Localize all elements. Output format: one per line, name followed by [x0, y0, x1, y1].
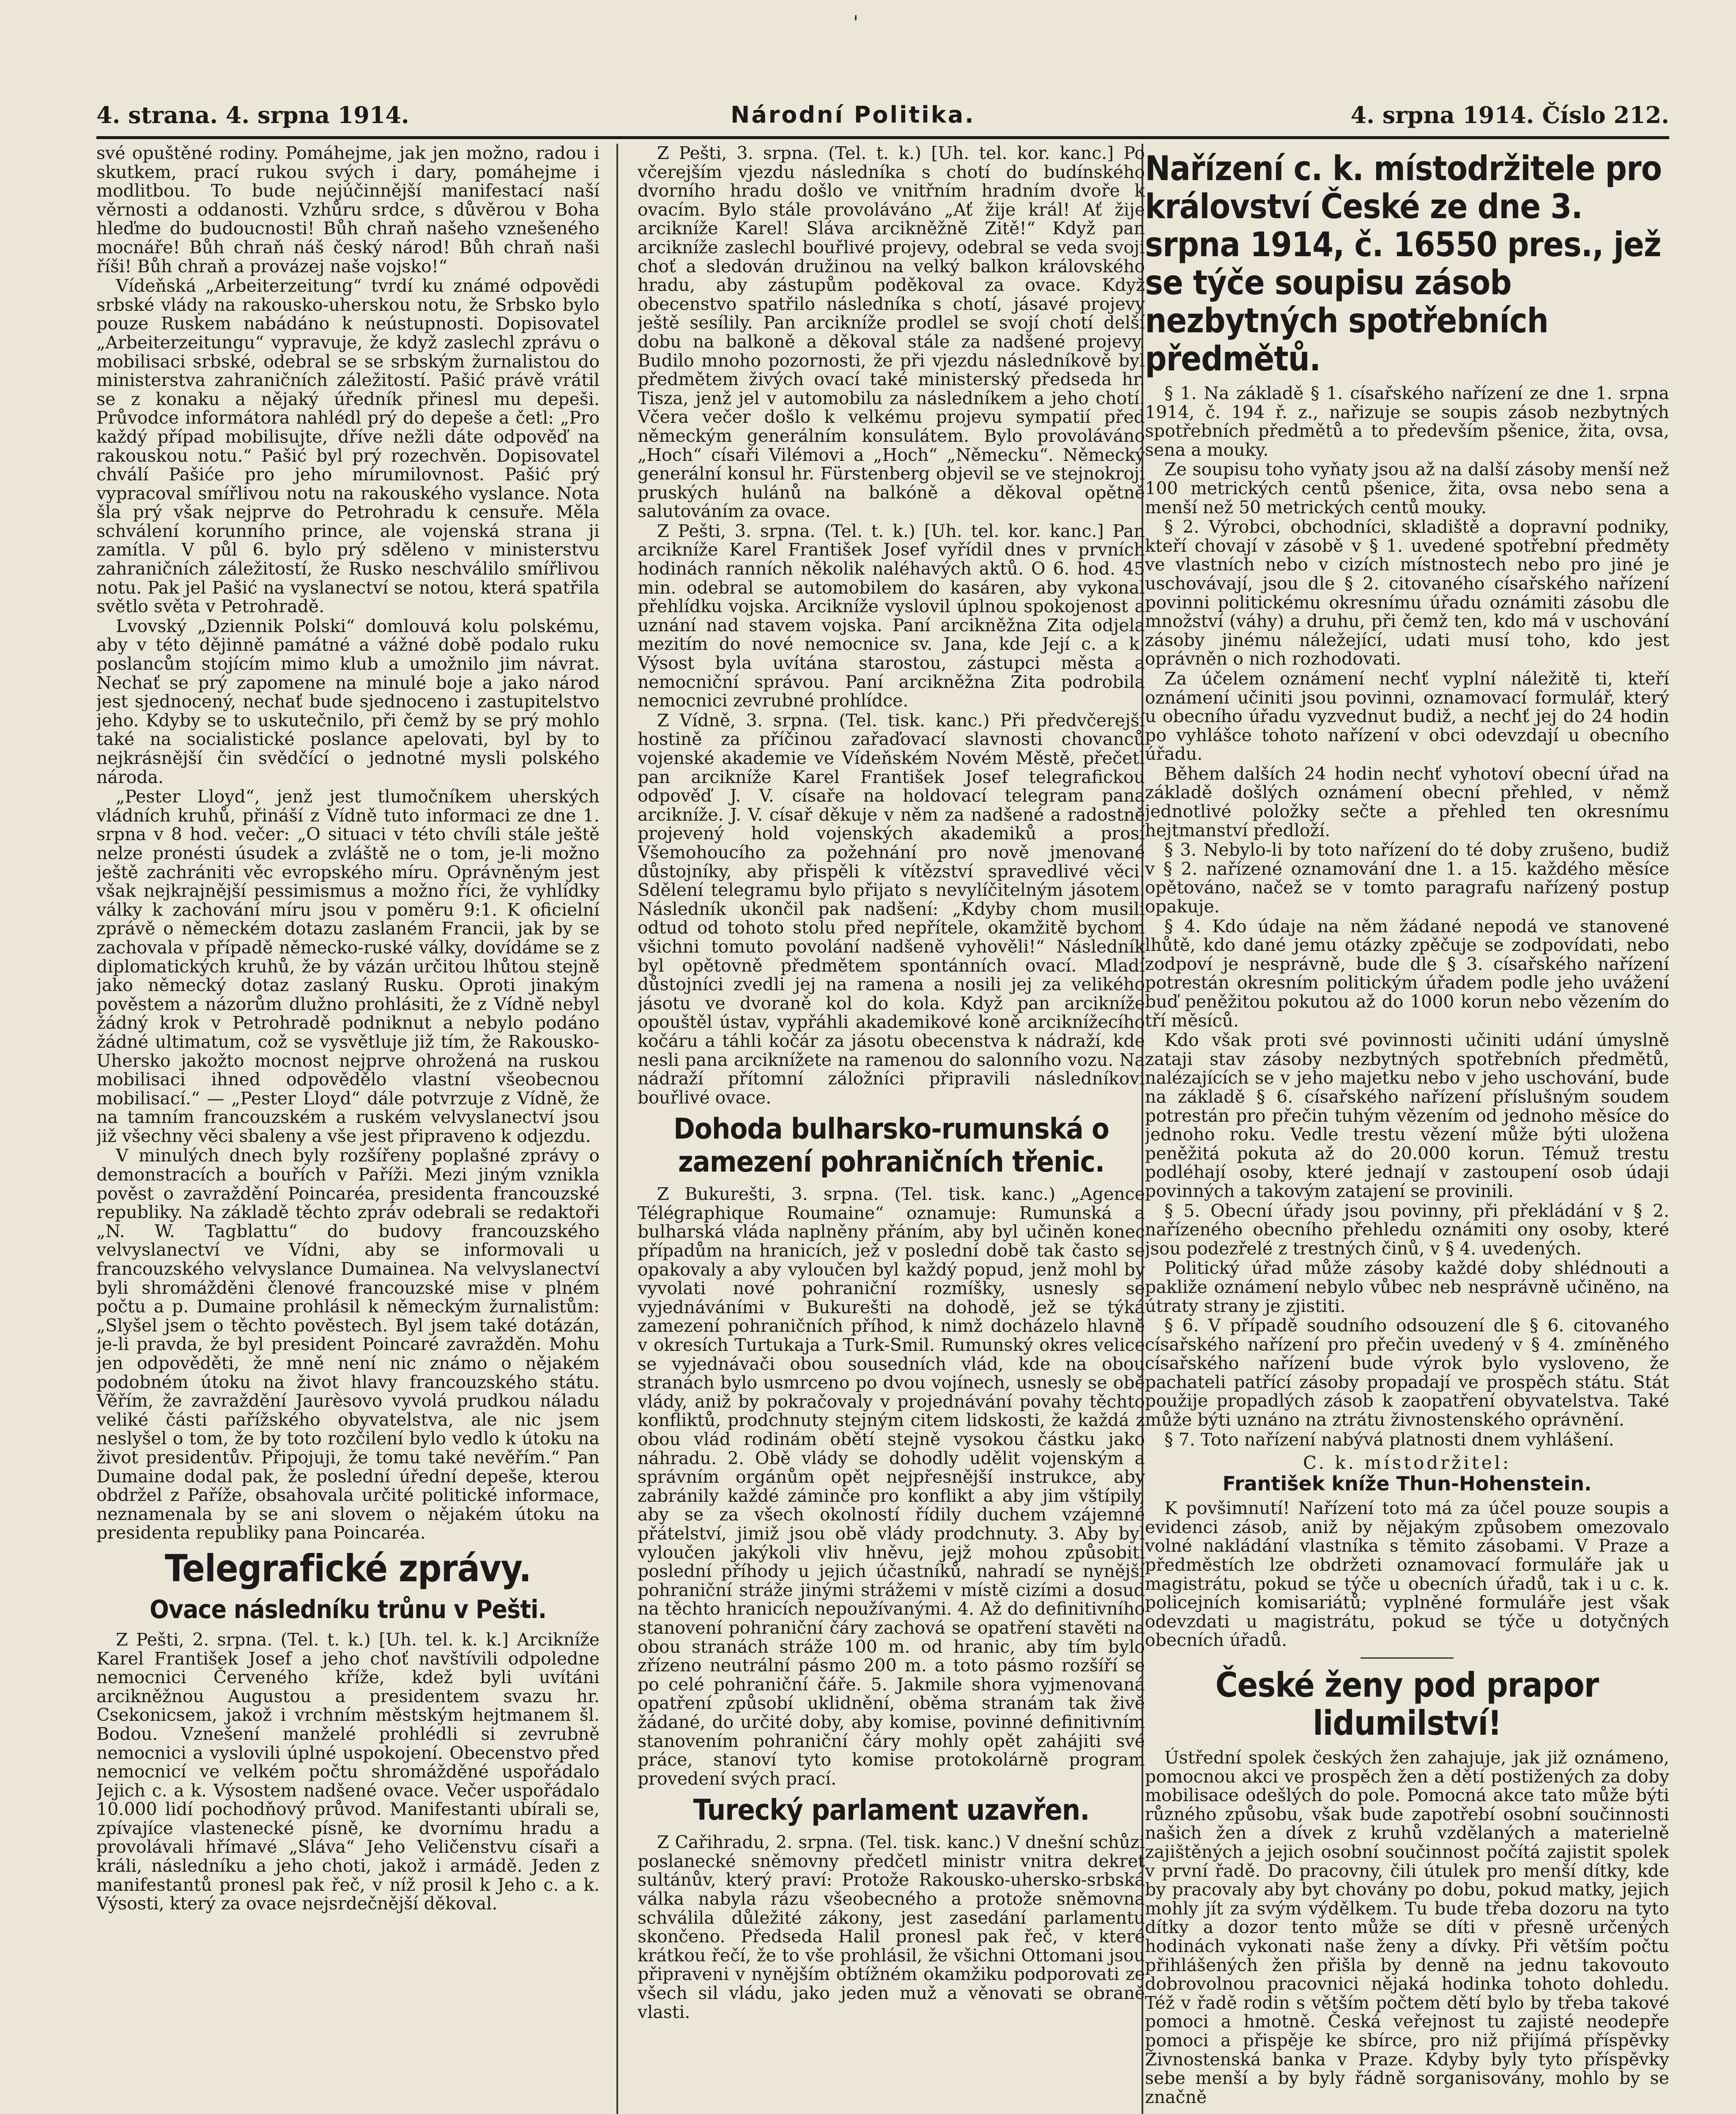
decree-paragraph: § 3. Nebylo-li by toto nařízení do té doby zrušeno, budiž v § 2. nařízené oznamování dne 1. a 15. každého měsíce opětováno, načež se v tomto paragrafu nařízený postup opakuje. [1145, 840, 1669, 917]
article-paragraph: „Pester Lloyd“, jenž jest tlumočníkem uherských vládních kruhů, přináší z Vídně tuto informaci ze dne 1. srpna v 8 hod. večer: „O situaci v této chvíli stále ještě nelze pronésti úsudek a zvláště ne o tom, je-li možno ještě zachrániti věc evropského míru. Oprávněným jest však nejkrajnější pessimismus a možno říci, že vyhlídky války k zachování míru jsou v poměru 9:1. K oficielní zprávě o německém dotazu zaslaném Francii, jak by se zachovala v případě německo-ruské války, dovídáme se z diplomatických kruhů, že by vázán určitou lhůtou stejně jako německý dotaz zaslaný Rusku. Oproti jinakým pověstem a názorům dlužno prohlásiti, že z Vídně nebyl žádný krok v Petrohradě podniknut a nebylo podáno žádné ultimatum, což se vysvětluje již tím, že Rakousko-Uhersko jakožto mocnost nejprve ohrožená na ruskou mobilisaci ihned odpovědělo vlastní všeobecnou mobilisací.“ — „Pester Lloyd“ dále potvrzuje z Vídně, že na tamním francouzském a ruském velvyslanectví jsou již všechny věci sbaleny a vše jest připraveno k odjezdu. [96, 786, 600, 1146]
header-right: 4. srpna 1914. Číslo 212. [1350, 101, 1669, 129]
article-paragraph: V minulých dnech byly rozšířeny poplašné zprávy o demonstracích a bouřích v Paříži. Mezi jiným vznikla pověst o zavraždění Poincaréa, presidenta francouzské republiky. Na základě těchto zpráv odebrali se redaktoři „N. W. Tagblattu“ do budovy francouzského velvyslanectví ve Vídni, aby se informovali u francouzského velvyslance Dumainea. Na velvyslanectví byli shromážděni členové francouzské mise v plném počtu a p. Dumaine prohlásil k německým žurnalistům: „Slyšel jsem o těchto pověstech. Byl jsem také dotázán, je-li pravda, že byl president Poincaré zavražděn. Mohu jen odpověděti, že mně není nic známo o nějakém podobném útoku na život hlavy francouzského státu. Věřím, že zavraždění Jaurèsovo vyvolá prudkou náladu veliké části pařížského obyvatelstva, ale nic jsem neslyšel o tom, že by toto rozčilení bylo vedlo k útoku na život presidentův. Připojuji, že tomu také nevěřím.“ Pan Dumaine dodal pak, že poslední úřední depeše, kterou obdržel z Paříže, obsahovala určité politické informace, neznamenala by se ani slovem o nějakém útoku na presidenta republiky pana Poincaréa. [96, 1145, 600, 1543]
article-headline: České ženy pod prapor lidumilství! [1215, 1665, 1599, 1743]
column-1 [96, 144, 600, 2114]
article-paragraph: Z Pešti, 3. srpna. (Tel. t. k.) [Uh. tel. kor. kanc.] Po včerejším vjezdu následníka s chotí do budínského dvorního hradu došlo ve vnitřním hradním dvoře k ovacím. Bylo stále provoláváno „Ať žije král! Ať žije arcikníže Karel! Sláva arcikněžně Zitě!“ Když pan arcikníže zaslechl bouřlivé projevy, odebral se veda svoji choť a sledován družinou na velký balkon královského hradu, aby zástupům poděkoval za ovace. Když obecenstvo spatřilo následníka s chotí, jásavé projevy ještě sesílily. Pan arcikníže prodlel se svojí chotí delší dobu na balkoně a děkoval stále za nadšené projevy. Budilo mnoho pozornosti, že při vjezdu následníkově byl předmětem živých ovací také ministerský předseda hr. Tisza, jenž jel v automobilu za následníkem a jeho chotí. Včera večer došlo k velkému projevu sympatií před německým generálním konsulátem. Bylo provoláváno „Hoch“ císaři Vilémovi a „Hoch“ „Německu“. Německý generální konsul hr. Fürstenberg objevil se ve stejnokroji pruských hulánů na balkóně a děkoval opětně salutováním za ovace. [638, 144, 1145, 522]
signature-title: C. k. místodržitel: [1303, 1452, 1511, 1473]
decree-paragraph: Za účelem oznámení nechť vyplní náležitě ti, kteří oznámení učiniti jsou povinni, oznamovací formulář, který u obecního úřadu vyzvednut budiž, a nechť jej do 24 hodin po vyhlášce tohoto nařízení v obci odevzdají u obecního úřadu. [1145, 668, 1669, 764]
decree-paragraph: Politický úřad může zásoby každé doby shlédnouti a pakliže oznámení nebylo vůbec neb nesprávně učiněno, na útraty strany je zjistiti. [1145, 1258, 1669, 1316]
separator-rule [1361, 1657, 1454, 1659]
article-paragraph: Z Cařihradu, 2. srpna. (Tel. tisk. kanc.) V dnešní schůzi poslanecké sněmovny předčetl ministr vnitra dekret sultánův, který praví: Protože Rakousko-uhersko-srbská válka nabyla rázu všeobecného a protože sněmovna schválila důležité zákony, jest zasedání parlamentu skončeno. Předseda Halil pronesl pak řeč, v které krátkou řečí, že to vše prohlásil, že všichni Ottomani jsou připraveni v nynějším obtížném okamžiku podporovati ze všech sil vládu, jako jeden muž a věnovati se obraně vlasti. [638, 1832, 1145, 2022]
decree-headline: Nařízení c. k. místodržitele pro království České ze dne 3. srpna 1914, č. 16550 pres., jež se týče soupisu zásob nezbytných spotřebních předmětů. [1145, 149, 1662, 378]
notice-paragraph: K povšimnutí! Nařízení toto má za účel pouze soupis a evidenci zásob, aniž by nějakým způsobem omezovalo volné nakládání vlastníka s těmito zásobami. V Praze a předměstích lze obdržeti oznamovací formuláře jak u magistrátu, pokud se týče u obecních úřadů, tak i u c. k. policejních komisariátů; vyplněné formuláře jest však odevzdati u magistrátu, pokud se týče u dotyčných obecních úřadů. [1145, 1498, 1669, 1651]
article-headline: Turecký parlament uzavřen. [693, 1794, 1090, 1827]
article-paragraph: Z Bukurešti, 3. srpna. (Tel. tisk. kanc.) „Agence Télégraphique Roumaine“ oznamuje: Rumunská a bulharská vláda naplněny přáním, aby byl učiněn konec případům na hranicích, jež v poslední době tak často se opakovaly a aby vyloučen byl každý popud, jenž mohl by vyvolati nové pohraniční rozmíšky, usnesly se vyjednáváními v Bukurešti na dohodě, jež se týká zamezení pohraničních příhod, k nimž docházelo hlavně v okresích Turtukaja a Turk-Smil. Rumunský okres velice se vyjednávači obou sousedních vlád, kde na obou stranách bylo usmrceno po dvou vojínech, usnesly se obě vlády, aniž by pokračovaly v projednávání povahy těchto konfliktů, prodchnuty stejným citem lidskosti, že každá z obou vlád rodinám obětí stejně vysokou částku jako náhradu. 2. Obě vlády se dohodly udělit vojenským a správním orgánům opět nejpřesnější instrukce, aby zabránily každé záminče pro konflikt a aby jim vštípily, aby se za všech okolností řídily duchem vzájemné přátelství, jimiž jsou obě vlády prodchnuty. 3. Aby byl vyloučen jakýkoli vliv hněvu, jejž mohou způsobiti poslední příhody u jejich účastníků, nahradí se nynější pohraniční stráže jinými strážemi v místě cizími a dosud na těchto hranicích nepoužívanými. 4. Až do definitivního stanovení pohraniční čáry zachová se opatření stavěti na obou stranách stráže 100 m. od hranic, aby tím bylo zřízeno neutrální pásmo 200 m. a toto pásmo rozšíří se po celé pohraniční čáře. 5. Jakmile shora vyjmenovaná opatření způsobí uklidnění, oběma stranám tak živě žádané, do určité doby, aby komise, povinné definitivním stanovením pohraniční čáry mohly opět zahájiti své práce, stanoví tyto komise protokolárně program provedení svých prací. [638, 1184, 1145, 1789]
page-header [96, 101, 1669, 140]
article-paragraph: Z Vídně, 3. srpna. (Tel. tisk. kanc.) Při předvčerejší hostině za příčinou zařaďovací slavnosti chovanců vojenské akademie ve Vídeňském Novém Městě, přečetl pan arcikníže Karel František Josef telegrafickou odpověď J. V. císaře na holdovací telegram pana arcikníže. J. V. císař děkuje v něm za nadšené a radostně projevený hold vojenských akademiků a prosí Všemohoucího za požehnání pro nově jmenované důstojníky, aby přispěli k vítězství spravedlivé věci. Sdělení telegramu bylo přijato s nevylíčitelným jásotem. Následník ukončil pak nadšení: „Kdyby chom musili odtud od tohoto stolu před nepřítele, okamžitě bychom všichni tomuto povolání nadšeně vyhověli!“ Následník byl opětovně předmětem spontánních ovací. Mladí důstojníci zvedli jej na ramena a nosili jej za velikého jásotu ve dvoraně kol do kola. Když pan arcikníže opouštěl ústav, vypřáhli akademikové koně arciknížecího kočáru a táhli kočár za jásotu obecenstva k nádraží, kde nesli pana arciknížete na ramenou do salonního vozu. Na nádraží přítomní záložníci připravili následníkovi bouřlivé ovace. [638, 710, 1145, 1108]
column-3 [1145, 144, 1669, 2114]
masthead: Národní Politika. [731, 101, 975, 128]
header-left: 4. strana. 4. srpna 1914. [96, 101, 409, 129]
decree-paragraph: § 5. Obecní úřady jsou povinny, při překládání v § 2. nařízeného obecního přehledu oznámiti ony osoby, které jsou podezřelé z trestných činů, v § 4. uvedených. [1145, 1200, 1669, 1259]
article-headline: Dohoda bulharsko-rumunská o zamezení pohraničních třenic. [673, 1112, 1109, 1179]
article-paragraph: Lvovský „Dziennik Polski“ domlouvá kolu polskému, aby v této dějinně památné a vážné době podalo ruku poslancům stojícím mimo klub a umožnilo jim návrat. Nechať se prý zapomene na minulé boje a jako národ jest sjednocený, nechať bude sjednoceno i zastupitelstvo jeho. Kdyby se to uskutečnilo, při čemž by se prý mohlo také na socialistické poslance apelovati, byl by to nejkrásnější čin svědčící o jednotné mysli polského národa. [96, 616, 600, 787]
decree-paragraph: Kdo však proti své povinnosti učiniti udání úmyslně zataji stav zásoby nezbytných spotřebních předmětů, nalézajících se v jeho majetku nebo v jeho uschování, bude na základě § 6. císařského nařízení příslušným soudem potrestán pro přečin tuhým vězením od jednoho měsíce do jednoho roku. Vedle trestu vězení může býti uložena peněžitá pokuta až do 20.000 korun. Témuž trestu podléhají osoby, které jednají v zastoupení osob údaji povinných a takovým zatajení se provinili. [1145, 1030, 1669, 1201]
header-rule [96, 136, 1669, 139]
column-divider [616, 144, 618, 2114]
column-2 [638, 144, 1145, 2114]
decree-paragraph: § 2. Výrobci, obchodníci, skladiště a dopravní podniky, kteří chovají v zásobě v § 1. uvedené spotřební předměty ve vlastních nebo v cizích místnostech nebo pro jiné je uschovávají, jsou dle § 2. citovaného císařského nařízení povinni politickému okresnímu úřadu oznámiti zásobu dle množství (váhy) a druhu, při čemž ten, kdo má v uschování zásoby jinému náležející, udati musí toho, kdo jest oprávněn o nich rozhodovati. [1145, 517, 1669, 669]
article-paragraph: Ústřední spolek českých žen zahajuje, jak již oznámeno, pomocnou akci ve prospěch žen a dětí postižených za doby mobilisace odešlých do pole. Pomocná akce tato může býti různého způsobu, však bude zapotřebí osobní součinnosti našich žen a dívek z kruhů vzdělaných a materielně zajištěných a jejich osobní součinnost počítá zajistit spolek v první řadě. Do pracovny, čili útulek pro menší dítky, kde by pracovaly aby byt chovány po dobu, pokud matky, jejich mohly jít za svým výdělkem. Tu bude třeba dozoru na tyto dítky a dozor tento může se díti v přesně určených hodinách vykonati naše ženy a dívky. Při větším počtu přihlášených žen přišla by denně na jednu takovouto dobrovolnou pracovnici nějaká hodinka tohoto dohledu. Též v řadě rodin s větším počtem dětí bylo by třeba takové pomoci a hmotně. Česká veřejnost tu zajisté neodepře pomoci a přispěje ke sbírce, pro niž přijímá příspěvky Živnostenská banka v Praze. Kdyby byly tyto příspěvky sebe menší a by byly řádně sorganisovány, mohlo by se značně [1145, 1747, 1669, 2107]
page-mark: ' [853, 12, 859, 33]
article-paragraph: Z Pešti, 3. srpna. (Tel. t. k.) [Uh. tel. kor. kanc.] Pan arcikníže Karel František Josef vyřídil dnes v prvních hodinách ranních několik naléhavých aktů. O 6. hod. 45 min. odebral se automobilem do kasáren, aby vykonal přehlídku vojska. Arcikníže vyslovil úplnou spokojenost a uznání nad stavem vojska. Paní arcikněžna Zita odjela mezitím do nové nemocnice sv. Jana, kde Její c. a k. Výsost byla uvítána starostou, zástupci města a nemocniční správou. Paní arcikněžna Zita podrobila nemocnici zevrubné prohlídce. [638, 520, 1145, 711]
decree-paragraph: § 6. V případě soudního odsouzení dle § 6. citovaného císařského nařízení pro přečin uvedený v § 4. zmíněného císařského nařízení bude výrok bylo vysloveno, že pachateli patřící zásoby propadají ve prospěch státu. Stát použije propadlých zásob k zaopatření obyvatelstva. Také může býti uznáno na ztrátu živnostenského oprávnění. [1145, 1315, 1669, 1430]
decree-paragraph: § 1. Na základě § 1. císařského nařízení ze dne 1. srpna 1914, č. 194 ř. z., nařizuje se soupis zásob nezbytných spotřebních předmětů a to především pšenice, žita, ovsa, sena a mouky. [1145, 383, 1669, 460]
article-paragraph: Z Pešti, 2. srpna. (Tel. t. k.) [Uh. tel. k. k.] Arcikníže Karel František Josef a jeho choť navštívili odpoledne nemocnici Červeného kříže, kdež byli uvítáni arcikněžnou Augustou a presidentem svazu hr. Csekonicsem, jakož i vrchním městským hejtmanem šl. Bodou. Vznešení manželé prohlédli si zevrubně nemocnici a vyslovili úplné uspokojení. Obecenstvo před nemocnicí ve velkém počtu shromážděné uspořádalo Jejich c. a k. Výsostem nadšené ovace. Večer uspořádalo 10.000 lidí pochodňový průvod. Manifestanti ubírali se, zpívajíce vlastenecké písně, ke dvornímu hradu a provolávali hřímavé „Sláva“ Jeho Veličenstvu císaři a králi, následníku a jeho choti, jakož i armádě. Jeden z manifestantů pronesl pak řeč, v níž prosil k Jeho c. a k. Výsosti, který za ovace nejsrdečnější děkoval. [96, 1629, 600, 1914]
decree-paragraph: Ze soupisu toho vyňaty jsou až na další zásoby menší než 100 metrických centů pšenice, žita, ovsa nebo sena a menší než 50 metrických centů mouky. [1145, 459, 1669, 518]
article-headline: Ovace následníku trůnu v Pešti. [149, 1594, 547, 1624]
section-heading: Telegrafické zprávy. [164, 1546, 531, 1590]
article-paragraph: své opuštěné rodiny. Pomáhejme, jak jen možno, radou i skutkem, prací rukou svých i dary, pomáhejme i modlitbou. To bude nejúčinnější manifestací naší věrnosti a oddanosti. Vzhůru srdce, s důvěrou v Boha hleďme do budoucnosti! Bůh chraň našeho vznešeného mocnáře! Bůh chraň náš český národ! Bůh chraň naši říši! Bůh chraň a provázej naše vojsko!“ [96, 144, 600, 277]
decree-paragraph: § 4. Kdo údaje na něm žádané nepodá ve stanovené lhůtě, kdo dané jemu otázky zpěčuje se zodpovídati, nebo zodpoví je nesprávně, bude dle § 3. císařského nařízení potrestán okresním politickým úřadem podle jeho uvážení buď peněžitou pokutou až do 1000 korun nebo vězením do tří měsíců. [1145, 916, 1669, 1031]
decree-paragraph: § 7. Toto nařízení nabývá platnosti dnem vyhlášení. [1164, 1429, 1614, 1450]
article-paragraph: Vídeňská „Arbeiterzeitung“ tvrdí ku známé odpovědi srbské vlády na rakousko-uherskou notu, že Srbsko bylo pouze Ruskem nabádáno k neústupnosti. Dopisovatel „Arbeiterzeitungu“ vypravuje, že když zaslechl zprávu o mobilisaci srbské, odebral se se srbským žurnalistou do ministerstva zahraničních záležitostí. Pašić právě vrátil se z konaku a nějaký úředník přinesl mu depeši. Průvodce informátora nahlédl prý do depeše a četl: „Pro každý případ mobilisujte, dříve nežli dáte odpověď na rakouskou notu.“ Pašić byl prý rozechvěn. Dopisovatel chválí Pašiće pro jeho mírumilovnost. Pašić prý vypracoval smířlivou notu na rakouského vyslance. Nota šla prý však nejprve do Petrohradu k censuře. Měla schválení korunního prince, ale vojenská strana ji zamítla. V půl 6. bylo prý sděleno v ministerstvu zahraničních záležitostí, že Rusko neschválilo smířlivou notu. Pak jel Pašić na vyslanectví se notou, která spatřila světlo světa v Petrohradě. [96, 276, 600, 617]
decree-paragraph: Během dalších 24 hodin nechť vyhotoví obecní úřad na základě došlých oznámení obecní přehled, v němž jednotlivé položky sečte a přehled ten okresnímu hejtmanství předloží. [1145, 763, 1669, 841]
signature-name: František kníže Thun-Hohenstein. [1222, 1472, 1592, 1495]
